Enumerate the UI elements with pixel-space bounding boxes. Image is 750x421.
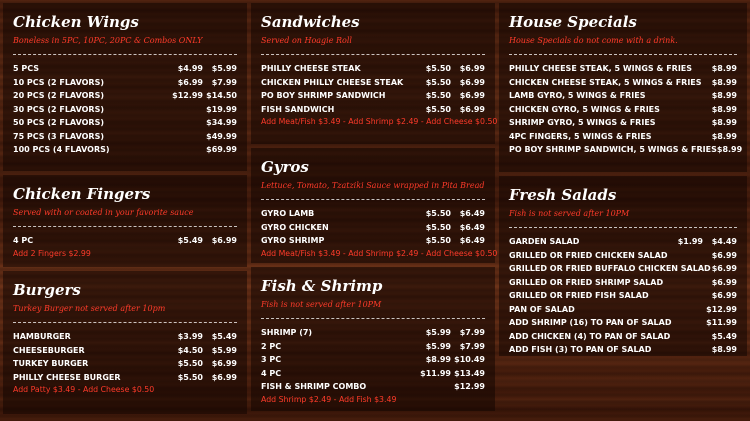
item-name: 5 PCS: [13, 64, 39, 73]
addon-note: Add Meat/Fish $3.49 - Add Shrimp $2.49 - Add Cheese $0.50: [261, 117, 498, 126]
item-name: HAMBURGER: [13, 332, 71, 341]
item-price-small: [669, 103, 703, 117]
item-name: 100 PCS (4 FLAVORS): [13, 145, 110, 154]
menu-item: [509, 89, 737, 103]
item-price-combo: $6.99: [711, 264, 737, 273]
item-price-small: [670, 330, 703, 344]
item-name: CHICKEN PHILLY CHEESE STEAK: [261, 77, 404, 87]
item-list: [509, 62, 743, 157]
menu-item: [261, 367, 485, 381]
section-title: Fresh Salads: [509, 186, 617, 204]
item-name: PHILLY CHEESE STEAK, 5 WINGS & FRIES: [509, 64, 693, 73]
item-price-combo: $8.99: [711, 118, 737, 127]
item-list: [261, 326, 485, 394]
item-name: FISH SANDWICH: [261, 104, 335, 114]
fish-shrimp-section: [251, 267, 495, 411]
menu-item: [13, 62, 237, 76]
menu-item: [509, 116, 737, 130]
item-name: 20 PCS (2 FLAVORS): [13, 91, 104, 100]
menu-item: [509, 249, 737, 263]
item-price-combo: $8.99: [716, 145, 743, 154]
addon-note: Add Patty $3.49 - Add Cheese $0.50: [13, 385, 155, 394]
item-price-small: [669, 289, 703, 303]
item-price-combo: $14.50: [206, 91, 237, 100]
item-price-small: $3.99: [177, 332, 203, 341]
item-price-combo: $7.99: [211, 77, 237, 87]
item-name: 4 PC: [261, 368, 282, 378]
menu-item: [509, 276, 737, 290]
item-list: [261, 207, 485, 248]
item-price-small: $5.50: [425, 209, 451, 218]
item-price-combo: $6.99: [211, 236, 237, 245]
menu-item: [509, 130, 737, 144]
fresh-salads-section: [499, 176, 747, 356]
item-price-combo: $6.99: [711, 250, 737, 260]
section-subtitle: Fish is not served after 10PM: [261, 300, 382, 309]
item-name: 75 PCS (3 FLAVORS): [13, 131, 104, 141]
item-name: 3 PC: [261, 355, 282, 364]
item-price-combo: $12.99: [454, 382, 485, 391]
item-name: ADD SHRIMP (16) TO PAN OF SALAD: [509, 318, 672, 327]
item-price-small: $5.50: [425, 77, 451, 87]
menu-item: [261, 380, 485, 394]
menu-item: [509, 76, 737, 90]
burgers-section: [3, 271, 247, 414]
section-title: House Specials: [509, 13, 637, 31]
item-name: CHICKEN GYRO, 5 WINGS & FRIES: [509, 104, 660, 114]
menu-item: [509, 235, 737, 249]
item-price-small: $5.50: [177, 372, 203, 382]
divider: [13, 54, 237, 55]
item-price-small: [671, 316, 704, 330]
item-name: 10 PCS (2 FLAVORS): [13, 77, 104, 87]
item-name: 50 PCS (2 FLAVORS): [13, 118, 104, 127]
item-price-combo: $49.99: [206, 131, 237, 141]
menu-item: [509, 316, 737, 330]
menu-column-1: [3, 3, 247, 418]
item-price-combo: $13.49: [454, 368, 485, 378]
item-name: PHILLY CHEESE STEAK: [261, 64, 361, 73]
item-price-small: $6.99: [177, 77, 203, 87]
item-price-combo: $6.49: [459, 222, 485, 232]
item-price-combo: $19.99: [206, 104, 237, 114]
section-title: Fish & Shrimp: [261, 277, 383, 295]
item-price-small: [669, 116, 703, 130]
item-list: [13, 330, 237, 384]
menu-item: [13, 76, 237, 90]
menu-item: [261, 340, 485, 354]
item-price-small: $5.50: [425, 104, 451, 114]
item-price-small: $4.50: [177, 345, 203, 355]
item-price-small: [169, 116, 203, 130]
section-subtitle: Lettuce, Tomato, Tzatziki Sauce wrapped in Pita Bread: [261, 181, 485, 190]
item-price-combo: $10.49: [454, 355, 485, 364]
item-price-small: [417, 380, 451, 394]
item-price-small: [169, 103, 203, 117]
menu-item: [261, 207, 485, 221]
item-price-combo: $5.99: [211, 64, 237, 73]
item-price-combo: $5.49: [711, 331, 737, 341]
item-name: ADD FISH (3) TO PAN OF SALAD: [509, 345, 652, 354]
item-name: SHRIMP (7): [261, 328, 313, 337]
item-price-small: [669, 303, 703, 317]
chicken-wings-section: [3, 3, 247, 171]
section-title: Burgers: [13, 281, 81, 299]
divider: [13, 226, 237, 227]
item-name: LAMB GYRO, 5 WINGS & FRIES: [509, 91, 646, 100]
menu-column-2: [251, 3, 498, 418]
menu-item: [509, 303, 737, 317]
item-price-small: [169, 143, 203, 157]
item-price-combo: $8.99: [711, 131, 737, 141]
item-name: GRILLED OR FRIED FISH SALAD: [509, 291, 649, 300]
menu-item: [13, 344, 237, 358]
menu-item: [13, 116, 237, 130]
item-name: TURKEY BURGER: [13, 359, 89, 368]
menu-item: [509, 62, 737, 76]
item-name: 30 PCS (2 FLAVORS): [13, 104, 104, 114]
sandwiches-section: [251, 3, 498, 144]
menu-item: [509, 103, 737, 117]
item-price-combo: $6.49: [459, 236, 485, 245]
divider: [261, 54, 485, 55]
item-price-combo: $34.99: [206, 118, 237, 127]
item-name: GARDEN SALAD: [509, 237, 580, 246]
menu-item: [13, 143, 237, 157]
item-price-combo: $6.99: [711, 277, 737, 287]
menu-item: [13, 357, 237, 371]
item-price-small: $1.99: [677, 237, 703, 246]
menu-item: [13, 103, 237, 117]
item-price-combo: $8.99: [711, 345, 737, 354]
item-price-small: [669, 130, 703, 144]
divider: [261, 318, 485, 319]
item-name: PHILLY CHEESE BURGER: [13, 372, 121, 382]
item-price-small: $5.50: [425, 222, 451, 232]
menu-item: [261, 103, 485, 117]
item-price-combo: $69.99: [206, 145, 237, 154]
item-price-combo: $8.99: [711, 64, 737, 73]
section-title: Gyros: [261, 158, 309, 176]
divider: [13, 322, 237, 323]
addon-note: Add 2 Fingers $2.99: [13, 248, 91, 258]
menu-item: [261, 353, 485, 367]
item-name: 4 PC: [13, 236, 34, 245]
item-price-small: $5.49: [177, 236, 203, 245]
menu-item: [261, 326, 485, 340]
menu-item: [261, 234, 485, 248]
item-price-small: $5.50: [177, 359, 203, 368]
section-subtitle: Turkey Burger not served after 10pm: [13, 304, 166, 313]
item-price-combo: $7.99: [459, 341, 485, 351]
item-price-combo: $6.99: [459, 104, 485, 114]
item-name: GYRO LAMB: [261, 209, 315, 218]
house-specials-section: [499, 3, 747, 172]
item-price-small: [669, 89, 703, 103]
item-price-combo: $8.99: [711, 91, 737, 100]
menu-item: [13, 371, 237, 385]
item-price-combo: $5.99: [211, 345, 237, 355]
section-subtitle: Served on Hoagie Roll: [261, 36, 352, 45]
section-subtitle: Fish is not served after 10PM: [509, 209, 630, 218]
item-name: GYRO SHRIMP: [261, 236, 325, 245]
item-price-combo: $6.99: [459, 91, 485, 100]
menu-column-3: [499, 3, 747, 418]
item-price-small: $11.99: [420, 368, 451, 378]
item-price-small: [692, 62, 712, 76]
item-price-small: $5.50: [425, 236, 451, 245]
gyros-section: [251, 148, 498, 263]
item-price-combo: $7.99: [459, 328, 485, 337]
item-name: PO BOY SHRIMP SANDWICH: [261, 91, 386, 100]
item-price-small: [669, 276, 703, 290]
item-price-combo: $6.99: [459, 77, 485, 87]
item-price-small: $5.99: [425, 328, 451, 337]
addon-note: Add Shrimp $2.49 - Add Fish $3.49: [261, 394, 397, 404]
section-subtitle: Served with or coated in your favorite sauce: [13, 208, 194, 217]
item-price-combo: $5.49: [211, 332, 237, 341]
divider: [509, 54, 737, 55]
section-title: Chicken Wings: [13, 13, 139, 31]
item-name: 4PC FINGERS, 5 WINGS & FRIES: [509, 131, 652, 141]
item-price-combo: $6.99: [459, 64, 485, 73]
menu-item: [509, 289, 737, 303]
item-price-combo: $11.99: [706, 318, 737, 327]
item-price-combo: $6.49: [459, 209, 485, 218]
item-list: [261, 62, 485, 116]
menu-item: [13, 89, 237, 103]
item-price-combo: $8.99: [711, 104, 737, 114]
divider: [509, 227, 737, 228]
item-name: 2 PC: [261, 341, 282, 351]
item-name: SHRIMP GYRO, 5 WINGS & FRIES: [509, 118, 656, 127]
item-price-small: [702, 76, 712, 90]
item-price-small: [669, 343, 703, 357]
menu-item: [13, 330, 237, 344]
menu-item: [13, 234, 237, 248]
section-title: Chicken Fingers: [13, 185, 151, 203]
item-name: FISH & SHRIMP COMBO: [261, 382, 367, 391]
item-price-small: $8.99: [425, 355, 451, 364]
menu-item: [509, 262, 737, 276]
item-list: [509, 235, 737, 357]
item-price-small: $5.50: [425, 64, 451, 73]
menu-item: [261, 76, 485, 90]
item-price-small: $12.99: [172, 91, 203, 100]
menu-item: [261, 221, 485, 235]
item-list: [13, 234, 237, 248]
item-name: GYRO CHICKEN: [261, 222, 329, 232]
item-price-small: $5.50: [425, 91, 451, 100]
item-name: ADD CHICKEN (4) TO PAN OF SALAD: [509, 331, 671, 341]
item-list: [13, 62, 237, 157]
item-price-combo: $4.49: [711, 237, 737, 246]
item-price-combo: $6.99: [211, 372, 237, 382]
item-price-combo: $6.99: [211, 359, 237, 368]
item-name: CHEESEBURGER: [13, 345, 85, 355]
menu-item: [13, 130, 237, 144]
item-name: GRILLED OR FRIED CHICKEN SALAD: [509, 250, 668, 260]
menu-item: [509, 143, 743, 157]
item-price-small: [169, 130, 203, 144]
item-name: CHICKEN CHEESE STEAK, 5 WINGS & FRIES: [509, 77, 702, 87]
menu-item: [261, 62, 485, 76]
menu-item: [509, 343, 737, 357]
menu-item: [509, 330, 737, 344]
item-name: GRILLED OR FRIED BUFFALO CHICKEN SALAD: [509, 264, 711, 273]
item-price-small: $4.99: [177, 64, 203, 73]
section-subtitle: Boneless in 5PC, 10PC, 20PC & Combos ONLY: [13, 36, 203, 45]
section-title: Sandwiches: [261, 13, 360, 31]
section-subtitle: House Specials do not come with a drink.: [509, 36, 678, 45]
divider: [261, 199, 485, 200]
item-name: PAN OF SALAD: [509, 304, 575, 314]
item-price-combo: $12.99: [706, 304, 737, 314]
item-price-small: $5.99: [425, 341, 451, 351]
chicken-fingers-section: [3, 175, 247, 267]
item-name: PO BOY SHRIMP SANDWICH, 5 WINGS & FRIES: [509, 145, 717, 154]
item-price-small: [669, 249, 703, 263]
menu-item: [261, 89, 485, 103]
item-price-combo: $8.99: [711, 77, 737, 87]
item-name: GRILLED OR FRIED SHRIMP SALAD: [509, 277, 664, 287]
item-price-combo: $6.99: [711, 291, 737, 300]
addon-note: Add Meat/Fish $3.49 - Add Shrimp $2.49 - Add Cheese $0.50: [261, 248, 498, 258]
